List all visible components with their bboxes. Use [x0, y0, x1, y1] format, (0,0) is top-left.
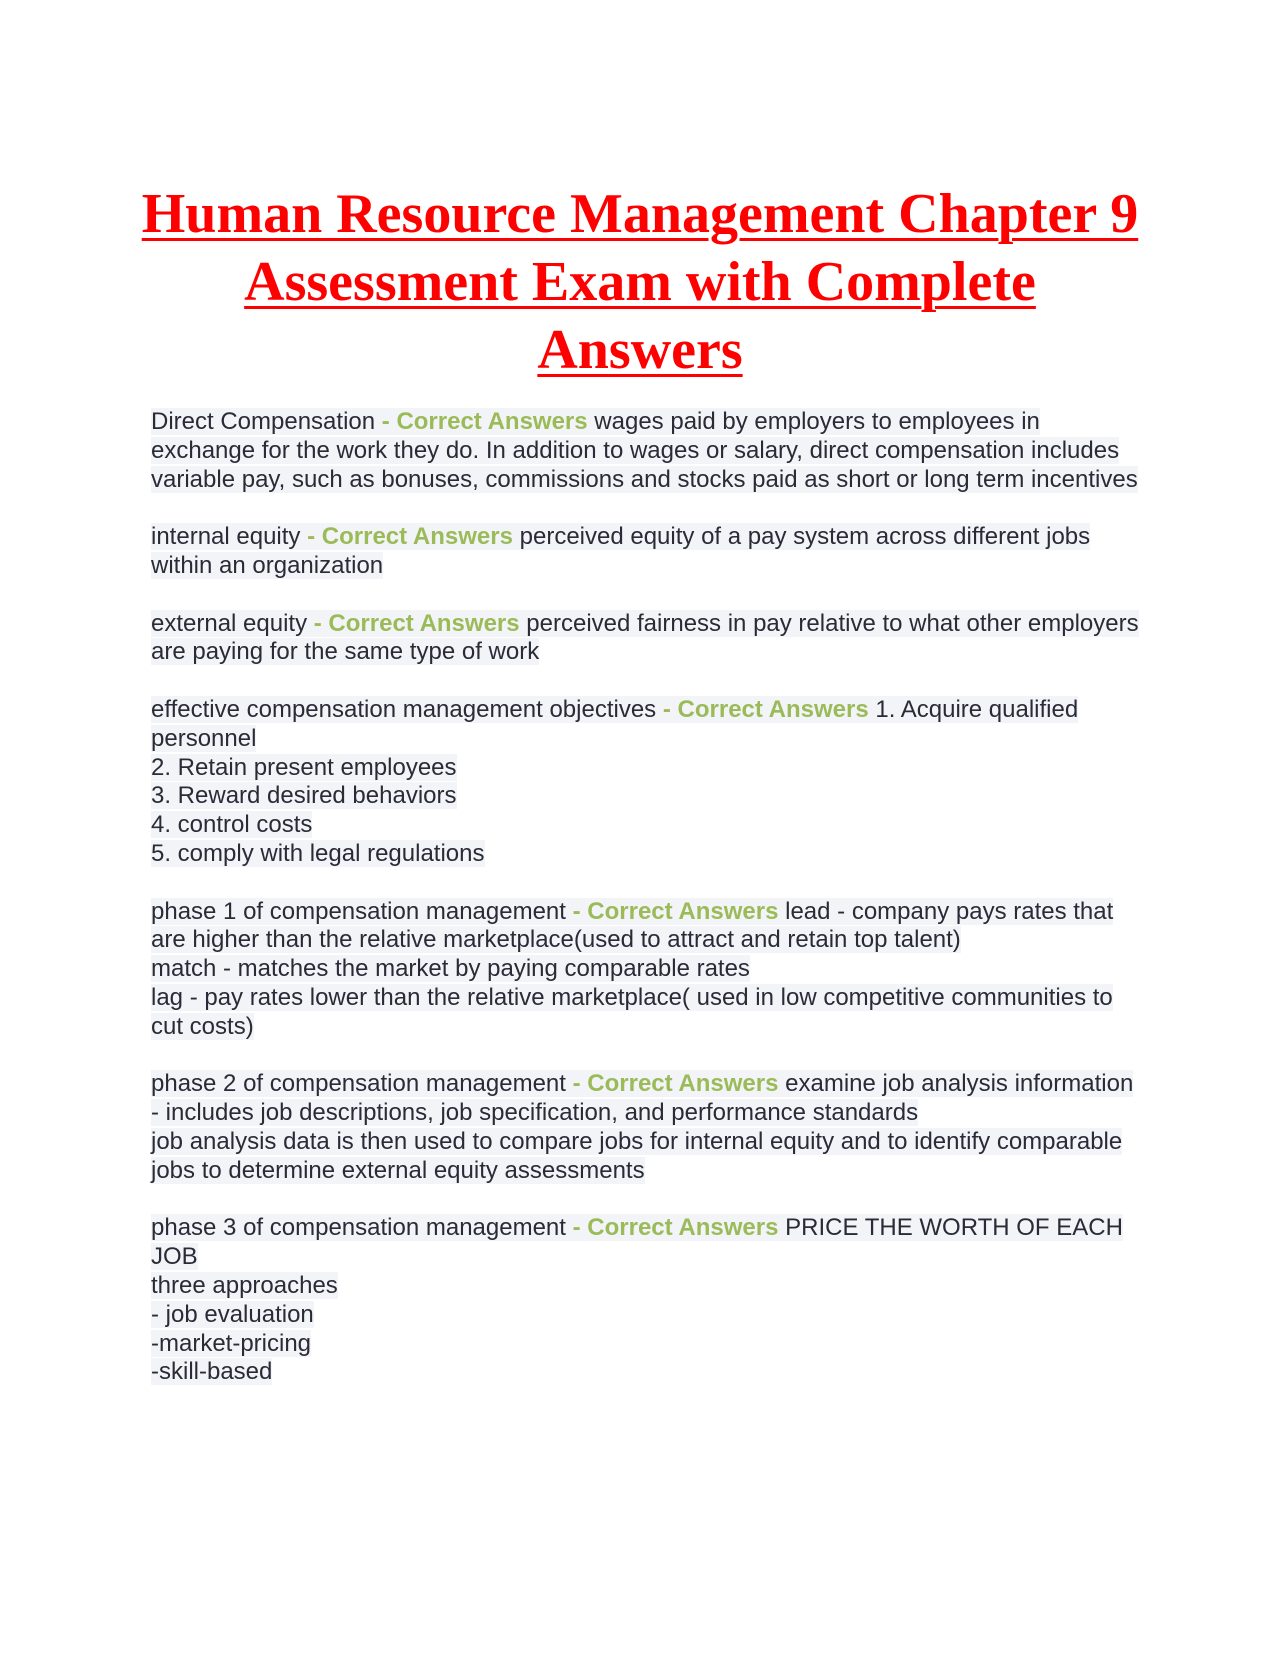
qa-term: phase 1 of compensation management — [151, 897, 566, 925]
qa-extra-line: three approaches — [151, 1271, 338, 1299]
qa-extra-line: 4. control costs — [151, 811, 313, 839]
qa-term: phase 2 of compensation management — [151, 1070, 566, 1098]
qa-extra-line: - job evaluation — [151, 1300, 314, 1328]
qa-term: internal equity — [151, 523, 301, 551]
qa-list — [151, 408, 1141, 1416]
qa-first-line — [151, 408, 1138, 493]
correct-answers-label: - Correct Answers — [307, 523, 513, 551]
qa-extra-line: 5. comply with legal regulations — [151, 839, 485, 867]
qa-entry-phase-2 — [151, 1070, 1141, 1185]
correct-answers-label: - Correct Answers — [572, 1070, 779, 1098]
qa-extra-line: -market-pricing — [151, 1329, 312, 1357]
qa-entry-phase-3 — [151, 1214, 1141, 1387]
qa-entry-external-equity — [151, 610, 1141, 668]
qa-answer: lead - company pays rates that are higher than the relative marketplace(used to attract and retain top talent) — [151, 897, 1114, 954]
qa-entry-phase-1 — [151, 898, 1141, 1042]
qa-extra-line: match - matches the market by paying comparable rates — [151, 955, 750, 983]
qa-term: Direct Compensation — [151, 408, 376, 435]
qa-first-line — [151, 1214, 1123, 1270]
qa-first-line — [151, 696, 1078, 752]
qa-first-line — [151, 1070, 1133, 1126]
correct-answers-label: - Correct Answers — [572, 897, 779, 925]
qa-first-line — [151, 898, 1113, 954]
correct-answers-label: - Correct Answers — [572, 1214, 779, 1242]
qa-entry-internal-equity — [151, 523, 1141, 581]
qa-extra-line: 2. Retain present employees — [151, 753, 457, 781]
qa-entry-direct-compensation — [151, 408, 1141, 494]
qa-term: phase 3 of compensation management — [151, 1214, 566, 1242]
correct-answers-label: - Correct Answers — [313, 609, 520, 637]
correct-answers-label: - Correct Answers — [662, 695, 869, 723]
qa-first-line — [151, 523, 1090, 579]
qa-answer: perceived fairness in pay relative to what other employers are paying for the same type of work — [151, 609, 1139, 666]
qa-term: external equity — [151, 609, 308, 637]
qa-answer: PRICE THE WORTH OF EACH JOB — [151, 1214, 1123, 1271]
qa-extra-line: 3. Reward desired behaviors — [151, 782, 457, 810]
qa-answer: wages paid by employers to employees in exchange for the work they do. In addition to wages or salary, direct compensation includes variable pay, such as bonuses, commissions and stocks paid as short or long term incentives — [151, 408, 1138, 493]
qa-entry-compensation-objectives — [151, 696, 1141, 869]
qa-extra-line: lag - pay rates lower than the relative marketplace( used in low competitive communities to cut costs) — [151, 983, 1113, 1040]
qa-extra-line: job analysis data is then used to compare jobs for internal equity and to identify comparable jobs to determine external equity assessments — [151, 1127, 1123, 1184]
correct-answers-label: - Correct Answers — [381, 408, 588, 435]
qa-answer: examine job analysis information - includes job descriptions, job specification, and performance standards — [151, 1070, 1134, 1127]
qa-answer: 1. Acquire qualified personnel — [151, 695, 1079, 752]
qa-extra-line: -skill-based — [151, 1358, 273, 1386]
document-title: Human Resource Management Chapter 9 Assessment Exam with Complete Answers — [141, 183, 1139, 381]
qa-term: effective compensation management objectives — [151, 695, 657, 723]
qa-first-line — [151, 610, 1139, 666]
qa-answer: perceived equity of a pay system across different jobs within an organization — [151, 523, 1091, 579]
